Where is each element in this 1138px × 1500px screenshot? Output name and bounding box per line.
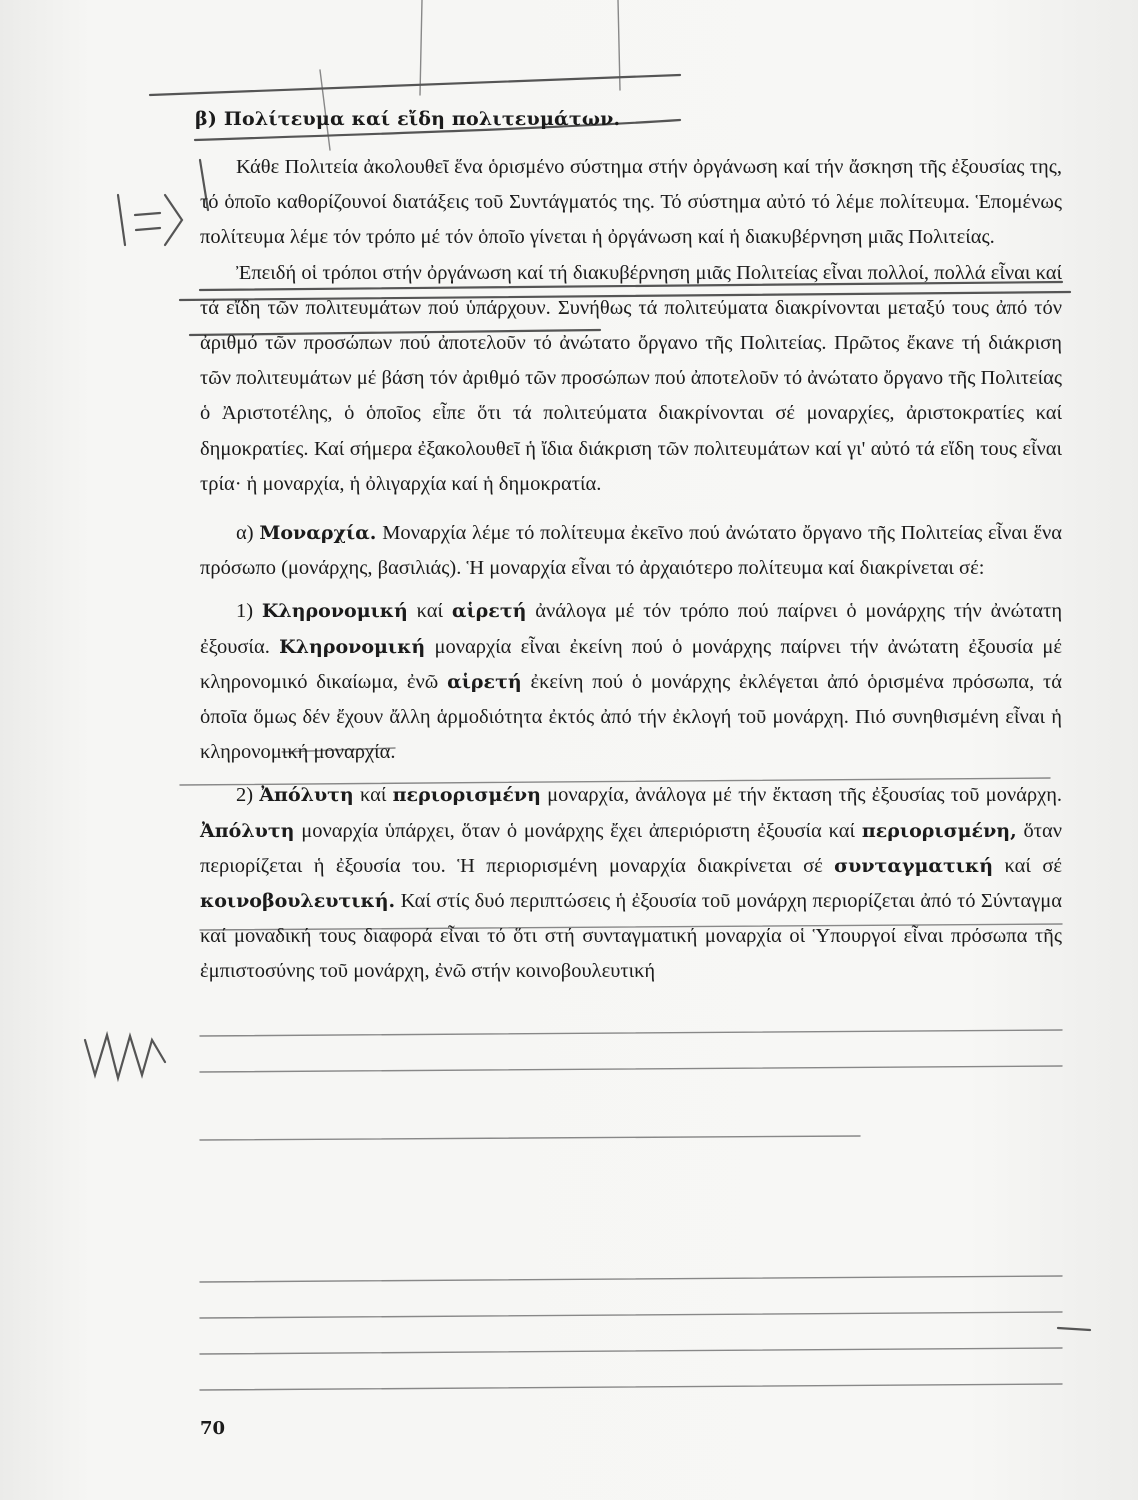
term-absolute: Ἀπόλυτη <box>200 819 295 842</box>
underline <box>200 1276 1062 1282</box>
paragraph-text: ἀνάλογα μέ τόν τρόπο πού παίρνει ὁ μονάρχης τήν ἀνώτατη ἐξουσία. <box>200 600 1063 658</box>
underline <box>200 1348 1062 1354</box>
paragraph-polity-definition: Κάθε Πολιτεία ἀκολουθεῖ ἕνα ὁρισμένο σύστημα στήν ὀργάνωση καί τήν ἄσκηση τῆς ἐξουσίας της, τό ὁποῖο καθορίζουνοί διατάξεις τοῦ Συντάγματός της. Τό σύστημα αὐτό τό λέμε πολίτευμα. Ἑπομένως πολίτευμα λέμε τόν τρόπο μέ τόν ὁποῖο γίνεται ἡ ὀργάνωση καί ἡ διακυβέρνηση μιᾶς Πολιτείας. <box>200 156 1062 249</box>
paragraph-text: ὅταν περιορίζεται ἡ ἐξουσία του. Ἡ περιορισμένη μοναρχία διακρίνεται σέ <box>200 819 1063 877</box>
conjunction: καί <box>359 784 387 807</box>
underline <box>200 1066 1062 1072</box>
list-prefix: 2) <box>236 784 254 807</box>
frame-line <box>618 0 620 90</box>
conjunction: καί σέ <box>1004 854 1062 877</box>
paragraph-text: Μοναρχία λέμε τό πολίτευμα ἐκεῖνο πού ἀνώτατο ὄργανο τῆς Πολιτείας εἶναι ἕνα πρόσωπο (μονάρχης, βασιλιάς). Ἡ μοναρχία εἶναι τό ἀρχαιότερο πολίτευμα καί διακρίνεται σέ: <box>200 522 1062 580</box>
term-hereditary: Κληρονομική <box>279 635 426 658</box>
section-heading: β) Πολίτευμα καί εἴδη πολιτευμάτων. <box>195 108 621 130</box>
paragraph-absolute-limited <box>200 778 1062 989</box>
term-elective: αἱρετή <box>451 600 527 623</box>
paragraph-types-of-polity: Ἐπειδή οἱ τρόποι στήν ὀργάνωση καί τή διακυβέρνηση μιᾶς Πολιτείας εἶναι πολλοί, πολλά εἶναι καί τά εἴδη τῶν πολιτευμάτων πού ὑπάρχουν. Συνήθως τά πολιτεύματα διακρίνονται μεταξύ τους ἀπό τόν ἀριθμό τῶν προσώπων πού ἀποτελοῦν τό ἀνώτατο ὄργανο τῆς Πολιτείας. Πρῶτος ἔκανε τή διάκριση τῶν πολιτευμάτων μέ βάση τόν ἀριθμό τῶν προσώπων πού ἀποτελοῦν τό ἀνώτατο ὄργανο τῆς Πολιτείας ὁ Ἀριστοτέλης, ὁ ὁποῖος εἶπε ὅτι τά πολιτεύματα διακρίνονται σέ μοναρχίες, ἀριστοκρατίες καί δημοκρατίες. Καί σήμερα ἐξακολουθεῖ ἡ ἴδια διάκριση τῶν πολιτευμάτων καί γι' αὐτό τά εἴδη τους εἶναι τρία· ἡ μοναρχία, ἡ ὀλιγαρχία καί ἡ δημοκρατία. <box>200 261 1062 495</box>
term-parliamentary: κοινοβουλευτική. <box>200 890 396 913</box>
paragraph-hereditary-elective <box>200 594 1062 770</box>
paragraph-text: μοναρχία ὑπάρχει, ὅταν ὁ μονάρχης ἔχει ἀπεριόριστη ἐξουσία καί <box>301 819 855 842</box>
underline <box>200 1030 1062 1036</box>
frame-line <box>150 75 680 95</box>
term-limited: περιορισμένη <box>392 784 541 807</box>
term-limited: περιορισμένη, <box>861 819 1017 842</box>
paragraph-monarchy <box>200 516 1062 586</box>
list-prefix: α) <box>236 522 254 545</box>
term-elective: αἱρετή <box>447 670 522 693</box>
body-text <box>200 150 1062 990</box>
frame-line <box>420 0 422 95</box>
paragraph-text: μοναρχία, ἀνάλογα μέ τήν ἔκταση τῆς ἐξουσίας τοῦ μονάρχη. <box>547 784 1063 807</box>
underline <box>200 1312 1062 1318</box>
term-monarchy: Μοναρχία. <box>259 522 377 545</box>
paragraph-text: ἐκείνη πού ὁ μονάρχης ἐκλέγεται ἀπό ὁρισμένα πρόσωπα, τά ὁποῖα ὅμως δέν ἔχουν ἄλλη ἁρμοδιότητα ἐκτός ἀπό τήν ἐκλογή τοῦ μονάρχη. Πιό συνηθισμένη εἶναι ἡ κληρονομική μοναρχία. <box>200 670 1062 764</box>
term-absolute: Ἀπόλυτη <box>259 784 354 807</box>
margin-tick <box>1058 1328 1090 1330</box>
paragraph-text: μοναρχία εἶναι ἐκείνη πού ὁ μονάρχης παίρνει τήν ἀνώτατη ἐξουσία μέ κληρονομικό δικαίωμα, ἐνῶ <box>200 635 1063 693</box>
margin-annotation-text <box>100 205 165 238</box>
underline <box>200 1136 860 1140</box>
margin-wavy-mark <box>85 1035 165 1078</box>
paragraph-text: Καί στίς δυό περιπτώσεις ἡ ἐξουσία τοῦ μονάρχη περιορίζεται ἀπό τό Σύνταγμα καί μοναδική τους διαφορά εἶναι τό ὅτι στή συνταγματική μοναρχία οἱ Ὑπουργοί εἶναι πρόσωπα τῆς ἐμπιστοσύνης τοῦ μονάρχη, ἐνῶ στήν κοινοβουλευτική <box>200 890 1063 983</box>
term-hereditary: Κληρονομική <box>261 600 408 623</box>
conjunction: καί <box>416 600 444 623</box>
term-constitutional: συνταγματική <box>834 854 994 877</box>
margin-mark-arrow <box>165 195 182 245</box>
underline <box>200 1384 1062 1390</box>
list-prefix: 1) <box>236 600 254 623</box>
page-number: 70 <box>200 1418 226 1439</box>
